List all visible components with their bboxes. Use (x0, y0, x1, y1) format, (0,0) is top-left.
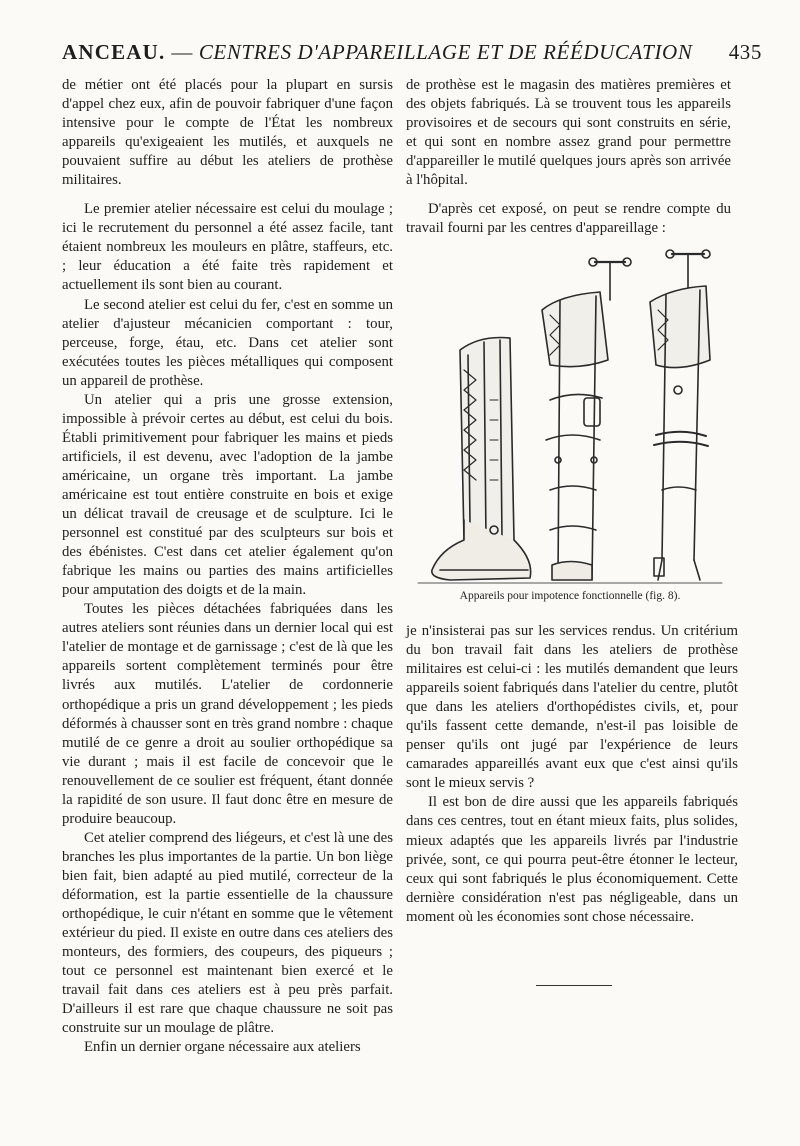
figure-8 (410, 240, 730, 610)
paragraph: D'après cet exposé, on peut se rendre compte du travail fourni par les centres d'appareillage : (406, 201, 731, 237)
paragraph: Cet atelier comprend des liégeurs, et c'est là une des branches les plus importantes de la partie. Un bon liège bien fait, bien adapté au pied mutilé, correcteur de la déformation, est la partie essentielle de la chaussure orthopédique, le cuir n'étant en somme que le vêtement extérieur du pied. Il existe en outre dans ces ateliers des monteurs, des formiers, des coupeurs, des piqueurs ; tout ce personnel est maintenant bien exercé et le travail fait dans ces ateliers est à peu près parfait. D'ailleurs il est rare que chaque chaussure ne soit pas construite sur un moulage de plâtre. (62, 829, 393, 1037)
paragraph: Un atelier qui a pris une grosse extension, impossible à prévoir certes au début, est celui du bois. Établi primitivement pour fabriquer les mains et pieds artificiels, il est devenu, avec l'adoption de la jambe américaine, un organe très important. La jambe américaine est tout entière construite en bois et exige un délicat travail de creusage et de sculpture. Ici le personnel est constitué par des sculpteurs sur bois et des ébénistes. C'est dans cet atelier également qu'on fabrique les mains ou parties des mains artificielles pour amputation des doigts et de la main. (62, 391, 393, 599)
right-column-bottom (406, 622, 738, 927)
leg-brace-with-shoe (432, 338, 531, 581)
header-title: CENTRES D'APPAREILLAGE ET DE RÉÉDUCATION (198, 40, 693, 64)
paragraph: de métier ont été placés pour la plupart en sursis d'appel chez eux, afin de pouvoir fabriquer d'une façon intensive pour le compte de l'État les nombreux appareils qu'exigeaient les mutilés, et auxquels ne pouvaient suffire au début les ateliers de prothèse militaires. (62, 77, 393, 189)
section-end-rule (536, 985, 612, 986)
paragraph: Enfin un dernier organe nécessaire aux ateliers (84, 1039, 361, 1056)
paragraph: Le second atelier est celui du fer, c'est en somme un atelier d'ajusteur mécanicien comportant : tour, perceuse, forge, étau, etc. Dans cet atelier sont exécutées toutes les pièces métalliques qui composent un appareil de prothèse. (62, 296, 393, 389)
paragraph: je n'insisterai pas sur les services rendus. Un critérium du bon travail fait dans les ateliers de prothèse militaires est celui-ci : les mutilés demandent que leurs appareils soient fabriqués dans l'atelier du centre, plutôt que dans les ateliers d'orthopédistes civils, et, pour qu'ils fassent cette demande, n'est-il pas loisible de penser qu'ils ont jugé par l'expérience de leurs camarades appareillés avant eux que c'est ainsi qu'ils sont le mieux servis ? (406, 623, 738, 792)
paragraph: Toutes les pièces détachées fabriquées dans les autres ateliers sont réunies dans un dernier local qui est l'atelier de montage et de garnissage ; c'est de là que les appareils sortent complètement terminés pour être livrés aux mutilés. L'atelier de cordonnerie orthopédique a pris un grand développement ; les pieds déformés à chausser sont en très grand nombre : chaque mutilé de ce genre a droit au soulier orthopédique sa vie durant ; mais il est facile de concevoir que le renouvellement de ce soulier est fréquent, étant donnée la rapidité de son usure. Il faut donc être en mesure de produire beaucoup. (62, 601, 393, 827)
paragraph: Il est bon de dire aussi que les appareils fabriqués dans ces centres, tout en étant mieux faits, plus solides, mieux adaptés que les appareils livrés par l'industrie privée, sont, ce qui pourra peut-être étonner le lecteur, ceux qui sont fabriqués le plus économiquement. Cette dernière considération n'est pas négligeable, dans un moment où les économies sont chose nécessaire. (406, 794, 738, 925)
figure-caption: Appareils pour impotence fonctionnelle (fig. 8). (459, 590, 681, 602)
leg-brace-full (650, 250, 710, 580)
page-number: 435 (728, 40, 762, 64)
left-column (62, 76, 393, 1057)
running-header (62, 40, 762, 70)
header-author: ANCEAU. (62, 40, 166, 64)
paragraph: de prothèse est le magasin des matières premières et des objets fabriqués. Là se trouvent tous les appareils provisoires et de secours qui sont construits en série, et qui sont en nombre assez grand pour permettre d'appareiller le mutilé quelques jours après son arrivée à l'hôpital. (406, 77, 731, 189)
leg-brace-laced-thigh (542, 258, 631, 580)
header-dash: — (171, 40, 193, 64)
right-column-top (406, 76, 731, 238)
paragraph: Le premier atelier nécessaire est celui du moulage ; ici le recrutement du personnel a été assez facile, tant étaient nombreux les mouleurs en plâtre, staffeurs, etc. ; leur éducation a été faite très rapidement et actuellement ils sont bien au courant. (62, 201, 393, 294)
prosthetic-leg-braces-illustration (410, 240, 730, 585)
